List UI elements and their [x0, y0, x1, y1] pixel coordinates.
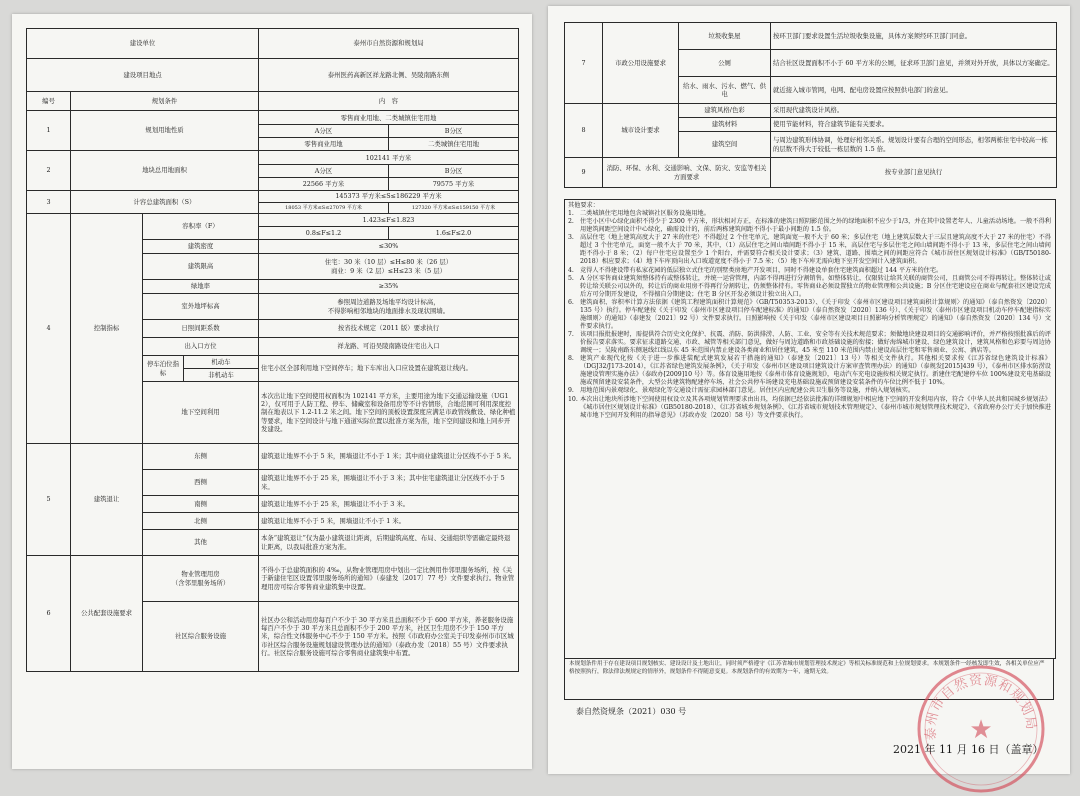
far-main: 1.423≤F≤1.823 — [259, 214, 518, 227]
row-4-label: 控制指标 — [71, 214, 143, 444]
col-cond-header: 规划条件 — [71, 92, 259, 111]
requirement-text: 建筑面积、容积率计算方法依据《建筑工程建筑面积计算规范》（GB/T50353-2013）、《关于印发〈泰州市区建设项目建筑面积计算规则〉的通知》（泰自然资发〔2020〕135 号）执行。停车配建按《关于印发〈泰州市区建设项目停车配建标准〉的通知》（泰自然资发〔2020〕136 号）、《关于印发〈泰州市区建设项目机动车停车配建指标实施细则〉的通知》（泰建发〔2021〕92 号）文件要求执行。日照影响按《关于印发〈泰州市区建设项目日照影响分析管理规定〉的通知》（泰自然资发〔2020〕134 号）文件要求执行。 — [580, 298, 1051, 330]
requirement-number: 4. — [568, 266, 574, 274]
setback-south-label: 南侧 — [143, 496, 259, 513]
requirement-text: 本次出让地块所涉地下空间使用权设立及其各项规划管理要求由出具，均依据已经依法批准的详细规划中相应地下空间的开发利用内容，符合《中华人民共和国城乡规划法》《城市居住区规划设计标准》（GB50180-2018）、《江苏省城乡规划条例》、《江苏省城市规划技术管理规定》、《泰州市城市规划管理技术规定》、《省政府办公厅关于加快推进城市地下空间开发利用的指导意见》（苏政办发〔2020〕58 号）等文件要求执行。 — [580, 395, 1051, 419]
requirement-item — [565, 387, 1055, 395]
right-page — [548, 6, 1070, 774]
row-2-a-val: 22566 平方米 — [259, 178, 389, 190]
sun-value: 按省技术规定（2011 版）要求执行 — [259, 320, 519, 338]
row-2-a-zone: A分区 — [259, 165, 389, 177]
far-b: 1.6≤F≤2.0 — [435, 229, 472, 237]
style-label: 建筑风格/色彩 — [679, 104, 771, 118]
row-1-b-zone: B分区 — [444, 126, 463, 135]
setback-west-label: 西侧 — [143, 470, 259, 496]
underground-label: 地下空间利用 — [143, 382, 259, 444]
row-5-num: 5 — [27, 444, 71, 556]
garbage-label: 垃圾收集屋 — [679, 23, 771, 50]
row-9-num: 9 — [565, 158, 603, 188]
row-8-label: 城市设计要求 — [603, 104, 679, 158]
row-4-num: 4 — [27, 214, 71, 444]
official-seal — [914, 662, 1048, 796]
other-requirements-title: 其他要求： — [568, 202, 599, 209]
requirement-number: 3. — [568, 234, 574, 242]
row-8-num: 8 — [565, 104, 603, 158]
footnote-text: 本规划条件用于存在建设项目规划核实、建设设计及土地出让，同时须严格遵守《江苏省城市规划管理技术规定》等相关标准规范和上位规划要求。本规划条件一经核发即生效，各相关单位应严格按照执行，除法律法规规定的情形外，规划条件不得随意变更。本规划条件的有效期为一年，逾期无效。 — [569, 661, 1045, 675]
requirement-text: 用地范围内景观绿化、景观绿化等交通设计需征求园林部门意见。居住区内应配建公共卫生服务等设施，并纳入规划核实。 — [580, 387, 915, 395]
setback-other-value: 本条“建筑退让”仅为最小建筑退让距离，后期建筑高度、布局、交通组织等需确定最终退让距离，以我局批准方案为准。 — [259, 530, 519, 556]
entry-label: 出入口方位 — [143, 338, 259, 356]
green-value: ≥35% — [259, 280, 519, 294]
requirement-number: 2. — [568, 218, 574, 226]
mgmt-value: 不得小于总建筑面积的 4‰，从物业管理用房中划出一定比例用作邻里服务场所，按《关于新建住宅区设置邻里服务场所的通知》（泰建发〔2017〕77 号）文件要求执行。物业管理用房可综合零售商业建筑集中设置。 — [259, 556, 519, 602]
col-content-header: 内 容 — [259, 92, 519, 111]
row-9-value: 按专业部门意见执行 — [771, 158, 1057, 188]
row-7-num: 7 — [565, 23, 603, 104]
motor-label: 机动车 — [184, 356, 259, 369]
far-label: 容积率（F） — [143, 214, 259, 240]
requirement-number: 8. — [568, 355, 574, 363]
row-7-label: 市政公用设施要求 — [603, 23, 679, 104]
underground-value: 本次出让地下空间使用权面积为 102141 平方米，主要用途为地下交通运输设施（UG12），仅可用于人防工程、停车、储藏室和设备用房等不计容情形，合地范围可利用深度控制在地表以下 1.2-11.2 米之间。地下空间的顶板设置深度应满足市政管线敷设、绿化种植等要求，地下空间设计与地下通道实际位置以批准方案为准，地下空间建设和地上同步开发建设。 — [259, 382, 519, 444]
row-2-label: 地块总用地面积 — [71, 151, 259, 191]
issue-date: 2021 年 11 月 16 日（盖章） — [893, 743, 1044, 756]
requirement-item — [565, 355, 1055, 387]
requirement-text: A 分区零售商业建筑须整体持有或整体转让，并统一运营管理，内部不得再进行分割销售。如整体转让，仅限转让给其关联的商管公司，且商管公司不得再转让。整体转让或转让给关联公司以外的，转让后的商业用房不得再行分割转让，仍须整体持有。零售商业必须设置独立的物业管理和公共设施；B 分区住宅建设应在商业与配套社区建设完成后方可分期开发建设，不得擅自分期建设；住宅 B 分区开发必须设计独立出入口。 — [580, 274, 1051, 298]
setback-south-value: 建筑退让地界不小于 25 米，围墙退让不小于 3 米。 — [259, 496, 519, 513]
space-value: 与周边建筑形体协调，处理好相邻关系。规划设计要有合理的空间形态，相邻两栋住宅中较高一栋的层数不得大于较低一栋层数的 1.5 倍。 — [771, 132, 1057, 158]
row-1-a-val: 零售商业用地 — [259, 138, 389, 150]
toilet-value: 结合社区设置面积不小于 60 平方米的公厕，征求环卫部门意见，并须对外开放，具体以方案确定。 — [771, 50, 1057, 77]
row-1-a-zone: A分区 — [259, 125, 389, 137]
mgmt-label: 物业管理用房 （含邻里服务场所） — [143, 556, 259, 602]
row-2-num: 2 — [27, 151, 71, 191]
row-3-b-val: 127320 平方米≤S≤159150 平方米 — [411, 205, 496, 211]
nonmotor-label: 非机动车 — [184, 369, 259, 382]
requirement-item — [565, 210, 1055, 218]
requirement-text: 住宅小区中心绿化面积不得少于 2300 平方米，形状相对方正，在标准的建筑日照阴影范围之外的绿地面积不应少于1/3，并在其中设置老年人、儿童活动场地。一般不得利用建筑间距空间设计中心绿化，确需设计的，前后两栋建筑间距不得小于最小间距的 1.5 倍。 — [580, 218, 1051, 234]
requirement-item — [565, 267, 1055, 275]
height-value: 住宅：30 米（10 层）≤H≤80 米（26 层） 商业：9 米（2 层）≤H≤23 米（5 层） — [259, 254, 519, 280]
row-3-num: 3 — [27, 191, 71, 214]
setback-east-value: 建筑退让地界不小于 5 米，围墙退让不小于 1 米；其中商业建筑退让分区线不小于 5 米。 — [259, 444, 519, 470]
row-2-b-val: 79575 平方米 — [432, 179, 475, 188]
requirement-item — [565, 234, 1055, 266]
requirement-item — [565, 218, 1055, 234]
density-value: ≤30% — [259, 240, 519, 254]
requirement-item — [565, 396, 1055, 420]
other-requirements — [564, 199, 1056, 659]
requirement-text: 二类城镇住宅用地包含城镇社区服务设施用地。 — [580, 210, 710, 218]
planning-conditions-table-cont — [564, 22, 1057, 188]
parking-label: 停车泊位指标 — [143, 356, 184, 382]
parking-value: 住宅小区全部利用地下空间停车；地下车库出入口应设置在建筑退让线内。 — [259, 356, 519, 382]
unit-value: 泰州市自然资源和规划局 — [259, 29, 519, 59]
material-label: 建筑材料 — [679, 118, 771, 132]
row-6-label: 公共配套设施要求 — [71, 556, 143, 672]
entry-value: 祥龙路、可沿吴陵南路设住宅出入口 — [259, 338, 519, 356]
row-1-main: 零售商业用地、二类城镇住宅用地 — [259, 112, 518, 125]
requirement-item — [565, 299, 1055, 331]
row-3-label: 计容总建筑面积（S） — [71, 191, 259, 214]
row-1-b-val: 二类城镇住宅用地 — [427, 139, 480, 148]
requirement-number: 5. — [568, 274, 574, 282]
toilet-label: 公厕 — [679, 50, 771, 77]
row-2-main: 102141 平方米 — [259, 152, 518, 165]
svg-text:★: ★ — [969, 715, 993, 745]
requirement-number: 10. — [568, 395, 578, 403]
row-2-b-zone: B分区 — [444, 166, 463, 175]
requirement-number: 6. — [568, 298, 574, 306]
style-value: 采用现代建筑设计风格。 — [771, 104, 1057, 118]
site-label: 建设项目地点 — [27, 59, 259, 92]
col-num-header: 编号 — [27, 92, 71, 111]
row-5-label: 建筑退让 — [71, 444, 143, 556]
outdoor-label: 室外地坪标高 — [143, 294, 259, 320]
utilities-label: 给水、雨水、污水、燃气、供电 — [679, 77, 771, 104]
requirement-text: 竞得人不得建设带有私家花园的低层独立式住宅的别墅类房地产开发项目，同时不得建设单套住宅建筑面积超过 144 平方米的住宅。 — [580, 266, 943, 274]
requirement-text: 高层住宅（地上建筑高度大于 27 米的住宅）不得超过 2 个住宅单元，建筑面宽一般不大于 60 米；多层住宅（地上建筑层数大于三层且建筑高度不大于 27 米的住宅）不得超过 3 个住宅单元，面宽一般不大于 70 米，其中，（1）高层住宅之间山墙间距不得小于 15 米，高层住宅与多层住宅之间山墙间距不得小于 13 米，多层住宅之间山墙间距不得小于 8 米；（2）每户住宅应设置至少 1 个阳台，并需要符合相关设计要求；（3）建筑、道路、围墙之间的间距应符合《城市居住区规划设计标准》（GB/T50180-2018）相应要求；（4）地下车库顶向出入口坡道宽度不得小于 7.5 米；（5）地下车库无需向地下室开发空间计入建筑面积。 — [580, 234, 1051, 266]
planning-conditions-table — [26, 28, 519, 672]
utilities-value: 就近接入城市管网，电网、配电房设置应按照供电部门的意见。 — [771, 77, 1057, 104]
seal-text: 泰州市自然资源和规划局 — [923, 673, 1039, 741]
density-label: 建筑密度 — [143, 240, 259, 254]
row-1-num: 1 — [27, 111, 71, 151]
setback-north-label: 北侧 — [143, 513, 259, 530]
row-9-label: 消防、环保、水利、交通影响、文保、防灾、安监等相关方面要求 — [603, 158, 771, 188]
green-label: 绿地率 — [143, 280, 259, 294]
requirement-item — [565, 275, 1055, 299]
outdoor-value: 参照周边道路及场地平均设计标高， 不得影响相邻地块的地面排水及现状围墙。 — [259, 294, 519, 320]
row-1-label: 规划用地性质 — [71, 111, 259, 151]
setback-other-label: 其他 — [143, 530, 259, 556]
requirement-number: 9. — [568, 387, 574, 395]
requirement-text: 该项目报批报建时，需提供符合历史文化保护、抗震、消防、防洪排涝、人防、工业、安全等有关技术规范要求；须做地块建设项目的交通影响评价，并严格按照批准后的评价报告要求落实。要求征求道路交通、市政、城管等相关部门意见，做好与周边道路和市政基础设施的衔接；做好海绵城市建设、绿色建筑设计，建筑风格和色彩要与周边协调统一；吴陵南路东侧退线红线以东 45 米范围内禁止建设各类商业和居住建筑，45 米至 110 米范围内禁止建设高层住宅和零售商业、公寓、酒店等。 — [580, 331, 1051, 355]
material-value: 使用节能材料，符合建筑节能有关要求。 — [771, 118, 1057, 132]
setback-west-value: 建筑退让地界不小于 25 米，围墙退让不小于 3 米；其中住宅建筑退让分区线不小于 5 米。 — [259, 470, 519, 496]
unit-label: 建设单位 — [27, 29, 259, 59]
row-3-main: 145373 平方米≤S≤186229 平方米 — [259, 191, 518, 203]
garbage-value: 按环卫部门要求设置生活垃圾收集设施，具体方案须经环卫部门同意。 — [771, 23, 1057, 50]
document-number: 泰自然资规条（2021）030 号 — [576, 707, 687, 716]
left-page — [12, 14, 532, 769]
space-label: 建筑空间 — [679, 132, 771, 158]
community-label: 社区综合服务设施 — [143, 602, 259, 672]
height-label: 建筑限高 — [143, 254, 259, 280]
requirement-number: 1. — [568, 210, 574, 218]
requirement-number: 7. — [568, 331, 574, 338]
sun-label: 日照间距系数 — [143, 320, 259, 338]
requirement-text: 建筑产业现代化按《关于进一步推进装配式建筑发展若干措施的通知》（泰建发〔2021〕13 号）等相关文件执行。其他相关要求按《江苏省绿色建筑设计标准》（DGJ32/J173-2014），《江苏省绿色建筑发展条例》，《关于印发〈泰州市区建设项目建筑设计方案审查管理办法〉的通知》（泰规发[2015]439 号），《泰州市区排水防涝设施建设管理实施办法》（泰政办[2009]10 号）等。体育设施用地按《泰州市体育设施规划》，电动汽车充电设施按相关规定执行。新建住宅配建停车位 100%建设充电基础设施或预留建设安装条件，大型公共建筑物配建停车场、社会公共停车场建设充电基础设施或预留建设安装条件的车位比例不低于 10%。 — [580, 355, 1051, 387]
community-value: 社区办公和活动用房每百户不少于 30 平方米且总面积不少于 600 平方米，养老服务设施每百户不少于 30 平方米且总面积不少于 200 平方米，社区卫生用房不少于 150 平方米，综合性文体服务中心不少于 150 平方米。按照《市政府办公室关于印发泰州市市区城市社区综合服务设施规划建设管理办法的通知》（泰政办发〔2018〕55 号）文件要求执行。社区综合服务设施可综合零售商业建筑集中布置。 — [259, 602, 519, 672]
setback-east-label: 东侧 — [143, 444, 259, 470]
site-value: 泰州医药高新区祥龙路北侧、吴陵南路东侧 — [259, 59, 519, 92]
setback-north-value: 建筑退让地界不小于 5 米，围墙退让不小于 1 米。 — [259, 513, 519, 530]
row-3-a-val: 18053 平方米≤S≤27079 平方米 — [259, 203, 389, 213]
row-6-num: 6 — [27, 556, 71, 672]
far-a: 0.8≤F≤1.2 — [259, 227, 389, 239]
other-requirements-list — [565, 210, 1055, 420]
requirement-item — [565, 331, 1055, 355]
